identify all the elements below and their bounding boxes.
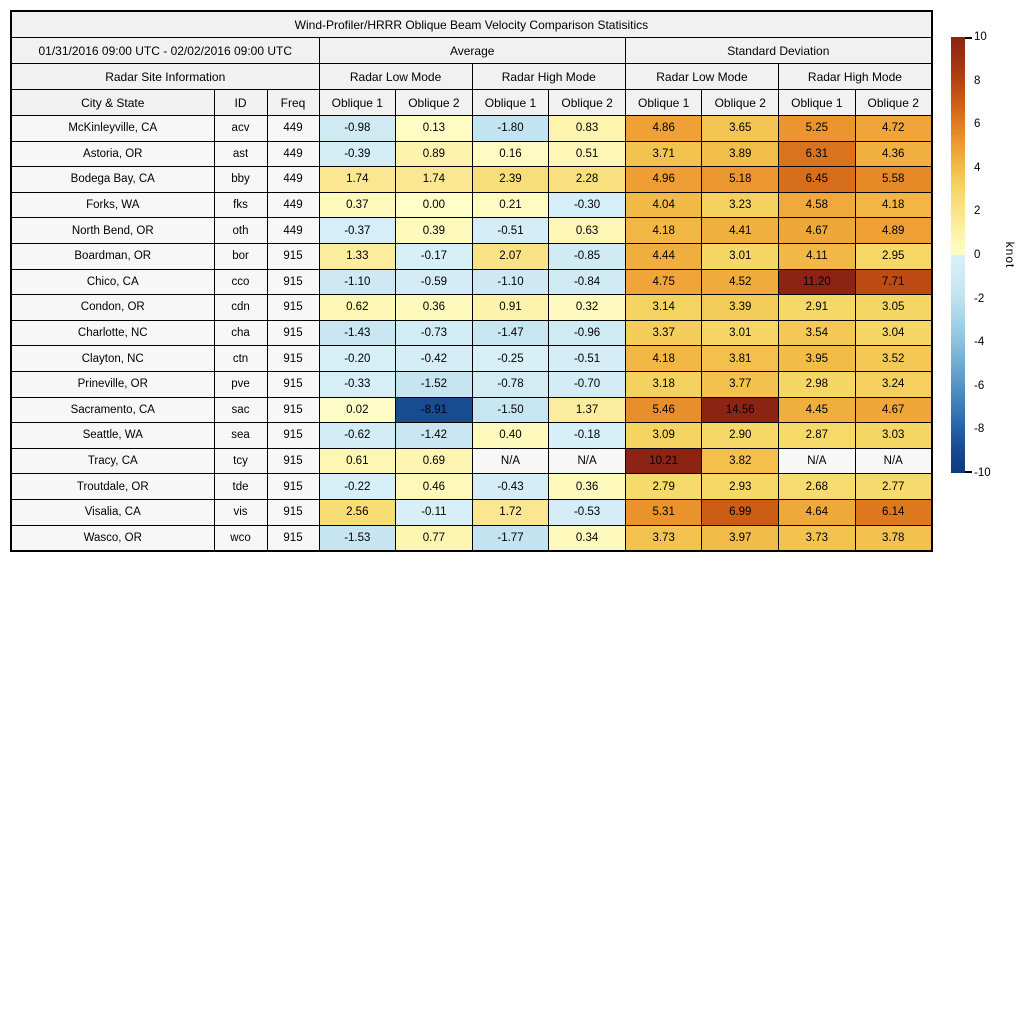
value-cell: -1.10 — [472, 269, 549, 295]
value-cell: 0.63 — [549, 218, 626, 244]
value-cell: 0.13 — [396, 116, 473, 142]
value-cell: 2.77 — [855, 474, 932, 500]
value-cell: 1.74 — [396, 167, 473, 193]
table-row — [11, 525, 932, 551]
value-cell: 3.24 — [855, 371, 932, 397]
column-header-oblique: Oblique 1 — [319, 90, 396, 116]
value-cell: -0.53 — [549, 499, 626, 525]
id-cell: bor — [214, 243, 267, 269]
value-cell: -1.52 — [396, 371, 473, 397]
value-cell: 3.14 — [625, 295, 702, 321]
value-cell: 1.37 — [549, 397, 626, 423]
column-header-row — [11, 90, 932, 116]
value-cell: 4.67 — [779, 218, 856, 244]
value-cell: -0.37 — [319, 218, 396, 244]
value-cell: -0.20 — [319, 346, 396, 372]
id-cell: acv — [214, 116, 267, 142]
colorbar-tick-label: 4 — [974, 161, 981, 174]
value-cell: 6.31 — [779, 141, 856, 167]
city-cell: Prineville, OR — [11, 371, 214, 397]
value-cell: 5.18 — [702, 167, 779, 193]
table-row — [11, 218, 932, 244]
value-cell: 5.25 — [779, 116, 856, 142]
mode-header-avg-low: Radar Low Mode — [319, 64, 472, 90]
city-cell: Troutdale, OR — [11, 474, 214, 500]
city-cell: Boardman, OR — [11, 243, 214, 269]
value-cell: 3.01 — [702, 320, 779, 346]
id-cell: fks — [214, 192, 267, 218]
id-cell: bby — [214, 167, 267, 193]
value-cell: 6.99 — [702, 499, 779, 525]
value-cell: 3.52 — [855, 346, 932, 372]
colorbar-tick-mark — [965, 37, 972, 39]
city-cell: Clayton, NC — [11, 346, 214, 372]
table-row — [11, 499, 932, 525]
value-cell: N/A — [779, 448, 856, 474]
table-row — [11, 116, 932, 142]
id-cell: ctn — [214, 346, 267, 372]
value-cell: 3.23 — [702, 192, 779, 218]
value-cell: 0.40 — [472, 423, 549, 449]
value-cell: 4.18 — [855, 192, 932, 218]
column-header-id: ID — [214, 90, 267, 116]
value-cell: 4.36 — [855, 141, 932, 167]
value-cell: 0.34 — [549, 525, 626, 551]
value-cell: 7.71 — [855, 269, 932, 295]
freq-cell: 449 — [267, 141, 319, 167]
freq-cell: 449 — [267, 116, 319, 142]
value-cell: N/A — [855, 448, 932, 474]
value-cell: 5.58 — [855, 167, 932, 193]
value-cell: 3.82 — [702, 448, 779, 474]
city-cell: Seattle, WA — [11, 423, 214, 449]
colorbar-unit-label: knot — [1003, 241, 1017, 269]
value-cell: -0.85 — [549, 243, 626, 269]
value-cell: 4.18 — [625, 218, 702, 244]
colorbar-tick-label: 8 — [974, 74, 981, 87]
id-cell: cha — [214, 320, 267, 346]
column-header-city: City & State — [11, 90, 214, 116]
title-row — [11, 11, 932, 38]
column-header-oblique: Oblique 2 — [549, 90, 626, 116]
colorbar-tick-label: 10 — [974, 31, 987, 43]
id-cell: cco — [214, 269, 267, 295]
freq-cell: 915 — [267, 474, 319, 500]
value-cell: -0.22 — [319, 474, 396, 500]
value-cell: 2.07 — [472, 243, 549, 269]
value-cell: 3.37 — [625, 320, 702, 346]
value-cell: 2.90 — [702, 423, 779, 449]
value-cell: 4.41 — [702, 218, 779, 244]
colorbar-tick-label: -8 — [974, 423, 985, 436]
table-row — [11, 192, 932, 218]
value-cell: -0.51 — [472, 218, 549, 244]
value-cell: -0.73 — [396, 320, 473, 346]
value-cell: -0.39 — [319, 141, 396, 167]
value-cell: 0.69 — [396, 448, 473, 474]
site-info-header: Radar Site Information — [11, 64, 319, 90]
value-cell: 0.21 — [472, 192, 549, 218]
freq-cell: 915 — [267, 448, 319, 474]
value-cell: 5.46 — [625, 397, 702, 423]
value-cell: -0.17 — [396, 243, 473, 269]
value-cell: 0.61 — [319, 448, 396, 474]
value-cell: -0.18 — [549, 423, 626, 449]
freq-cell: 915 — [267, 371, 319, 397]
value-cell: -0.59 — [396, 269, 473, 295]
colorbar — [951, 31, 1021, 479]
value-cell: 3.78 — [855, 525, 932, 551]
freq-cell: 449 — [267, 218, 319, 244]
colorbar-tick-mark — [965, 471, 972, 473]
value-cell: -0.30 — [549, 192, 626, 218]
table-row — [11, 346, 932, 372]
value-cell: 3.81 — [702, 346, 779, 372]
freq-cell: 915 — [267, 397, 319, 423]
value-cell: -1.80 — [472, 116, 549, 142]
column-header-oblique: Oblique 2 — [702, 90, 779, 116]
value-cell: 2.91 — [779, 295, 856, 321]
column-header-oblique: Oblique 1 — [779, 90, 856, 116]
freq-cell: 915 — [267, 499, 319, 525]
value-cell: 11.20 — [779, 269, 856, 295]
column-header-oblique: Oblique 1 — [625, 90, 702, 116]
value-cell: 4.64 — [779, 499, 856, 525]
value-cell: -0.96 — [549, 320, 626, 346]
value-cell: 4.11 — [779, 243, 856, 269]
city-cell: Forks, WA — [11, 192, 214, 218]
value-cell: 3.03 — [855, 423, 932, 449]
city-cell: Sacramento, CA — [11, 397, 214, 423]
table-body — [11, 116, 932, 552]
colorbar-tick-label: -6 — [974, 379, 985, 392]
value-cell: 3.71 — [625, 141, 702, 167]
value-cell: 2.56 — [319, 499, 396, 525]
value-cell: 2.79 — [625, 474, 702, 500]
value-cell: N/A — [549, 448, 626, 474]
value-cell: 3.04 — [855, 320, 932, 346]
value-cell: 2.87 — [779, 423, 856, 449]
colorbar-tick-label: 0 — [974, 249, 981, 261]
value-cell: 3.05 — [855, 295, 932, 321]
value-cell: -0.33 — [319, 371, 396, 397]
table-row — [11, 243, 932, 269]
column-header-freq: Freq — [267, 90, 319, 116]
city-cell: Visalia, CA — [11, 499, 214, 525]
value-cell: 3.73 — [779, 525, 856, 551]
value-cell: -0.51 — [549, 346, 626, 372]
value-cell: N/A — [472, 448, 549, 474]
value-cell: 14.56 — [702, 397, 779, 423]
mode-header-row — [11, 64, 932, 90]
value-cell: 0.36 — [396, 295, 473, 321]
value-cell: 0.32 — [549, 295, 626, 321]
value-cell: 4.96 — [625, 167, 702, 193]
table-title: Wind-Profiler/HRRR Oblique Beam Velocity Comparison Statisitics — [11, 11, 932, 38]
value-cell: -0.11 — [396, 499, 473, 525]
id-cell: tcy — [214, 448, 267, 474]
value-cell: -0.62 — [319, 423, 396, 449]
table-row — [11, 320, 932, 346]
group-header-row — [11, 38, 932, 64]
city-cell: North Bend, OR — [11, 218, 214, 244]
value-cell: -1.42 — [396, 423, 473, 449]
mode-header-avg-high: Radar High Mode — [472, 64, 625, 90]
city-cell: Tracy, CA — [11, 448, 214, 474]
value-cell: -0.43 — [472, 474, 549, 500]
colorbar-tick-label: -10 — [974, 467, 991, 479]
freq-cell: 915 — [267, 320, 319, 346]
value-cell: -0.25 — [472, 346, 549, 372]
value-cell: 3.95 — [779, 346, 856, 372]
value-cell: 0.83 — [549, 116, 626, 142]
value-cell: 0.37 — [319, 192, 396, 218]
value-cell: 2.98 — [779, 371, 856, 397]
value-cell: 3.09 — [625, 423, 702, 449]
value-cell: 6.14 — [855, 499, 932, 525]
city-cell: Chico, CA — [11, 269, 214, 295]
mode-header-std-high: Radar High Mode — [779, 64, 932, 90]
value-cell: 1.74 — [319, 167, 396, 193]
table-row — [11, 167, 932, 193]
freq-cell: 915 — [267, 346, 319, 372]
value-cell: 1.72 — [472, 499, 549, 525]
value-cell: -1.77 — [472, 525, 549, 551]
freq-cell: 915 — [267, 423, 319, 449]
colorbar-tick-label: -2 — [974, 292, 985, 305]
value-cell: -1.47 — [472, 320, 549, 346]
value-cell: 4.58 — [779, 192, 856, 218]
value-cell: 0.51 — [549, 141, 626, 167]
value-cell: 3.65 — [702, 116, 779, 142]
city-cell: Wasco, OR — [11, 525, 214, 551]
value-cell: 4.67 — [855, 397, 932, 423]
value-cell: 4.86 — [625, 116, 702, 142]
column-header-oblique: Oblique 1 — [472, 90, 549, 116]
mode-header-std-low: Radar Low Mode — [625, 64, 778, 90]
value-cell: -0.78 — [472, 371, 549, 397]
value-cell: 4.75 — [625, 269, 702, 295]
freq-cell: 915 — [267, 525, 319, 551]
id-cell: vis — [214, 499, 267, 525]
value-cell: 4.52 — [702, 269, 779, 295]
group-header-std: Standard Deviation — [625, 38, 931, 64]
table-row — [11, 448, 932, 474]
value-cell: 3.01 — [702, 243, 779, 269]
colorbar-gradient — [951, 37, 965, 473]
stats-table — [10, 10, 933, 552]
value-cell: 4.18 — [625, 346, 702, 372]
value-cell: 2.28 — [549, 167, 626, 193]
colorbar-tick-label: -4 — [974, 336, 985, 349]
id-cell: sac — [214, 397, 267, 423]
table-row — [11, 371, 932, 397]
table-row — [11, 423, 932, 449]
city-cell: McKinleyville, CA — [11, 116, 214, 142]
value-cell: 10.21 — [625, 448, 702, 474]
value-cell: 3.73 — [625, 525, 702, 551]
group-header-average: Average — [319, 38, 625, 64]
id-cell: ast — [214, 141, 267, 167]
value-cell: -1.43 — [319, 320, 396, 346]
value-cell: 2.68 — [779, 474, 856, 500]
table-row — [11, 397, 932, 423]
value-cell: 0.62 — [319, 295, 396, 321]
value-cell: 3.77 — [702, 371, 779, 397]
value-cell: 4.72 — [855, 116, 932, 142]
value-cell: 0.00 — [396, 192, 473, 218]
value-cell: 0.39 — [396, 218, 473, 244]
column-header-oblique: Oblique 2 — [855, 90, 932, 116]
value-cell: 3.97 — [702, 525, 779, 551]
date-range-cell: 01/31/2016 09:00 UTC - 02/02/2016 09:00 UTC — [11, 38, 319, 64]
value-cell: 0.02 — [319, 397, 396, 423]
table-row — [11, 141, 932, 167]
city-cell: Charlotte, NC — [11, 320, 214, 346]
value-cell: 3.89 — [702, 141, 779, 167]
value-cell: 3.39 — [702, 295, 779, 321]
value-cell: 4.45 — [779, 397, 856, 423]
city-cell: Bodega Bay, CA — [11, 167, 214, 193]
id-cell: pve — [214, 371, 267, 397]
id-cell: tde — [214, 474, 267, 500]
value-cell: 6.45 — [779, 167, 856, 193]
value-cell: 0.77 — [396, 525, 473, 551]
freq-cell: 915 — [267, 243, 319, 269]
value-cell: 5.31 — [625, 499, 702, 525]
value-cell: -0.70 — [549, 371, 626, 397]
freq-cell: 915 — [267, 295, 319, 321]
city-cell: Condon, OR — [11, 295, 214, 321]
value-cell: 3.18 — [625, 371, 702, 397]
freq-cell: 449 — [267, 192, 319, 218]
value-cell: -1.53 — [319, 525, 396, 551]
id-cell: sea — [214, 423, 267, 449]
id-cell: cdn — [214, 295, 267, 321]
value-cell: -0.84 — [549, 269, 626, 295]
value-cell: 2.39 — [472, 167, 549, 193]
id-cell: wco — [214, 525, 267, 551]
value-cell: 0.16 — [472, 141, 549, 167]
value-cell: 4.04 — [625, 192, 702, 218]
table-row — [11, 474, 932, 500]
column-header-oblique: Oblique 2 — [396, 90, 473, 116]
city-cell: Astoria, OR — [11, 141, 214, 167]
value-cell: 4.44 — [625, 243, 702, 269]
colorbar-tick-label: 2 — [974, 205, 981, 218]
value-cell: 1.33 — [319, 243, 396, 269]
id-cell: oth — [214, 218, 267, 244]
freq-cell: 915 — [267, 269, 319, 295]
value-cell: 2.95 — [855, 243, 932, 269]
value-cell: 0.89 — [396, 141, 473, 167]
value-cell: 0.46 — [396, 474, 473, 500]
value-cell: -8.91 — [396, 397, 473, 423]
freq-cell: 449 — [267, 167, 319, 193]
value-cell: -0.98 — [319, 116, 396, 142]
value-cell: 0.91 — [472, 295, 549, 321]
value-cell: -1.50 — [472, 397, 549, 423]
value-cell: 0.36 — [549, 474, 626, 500]
table-row — [11, 269, 932, 295]
table-row — [11, 295, 932, 321]
value-cell: 4.89 — [855, 218, 932, 244]
value-cell: -1.10 — [319, 269, 396, 295]
colorbar-tick-label: 6 — [974, 118, 981, 131]
value-cell: -0.42 — [396, 346, 473, 372]
value-cell: 2.93 — [702, 474, 779, 500]
value-cell: 3.54 — [779, 320, 856, 346]
